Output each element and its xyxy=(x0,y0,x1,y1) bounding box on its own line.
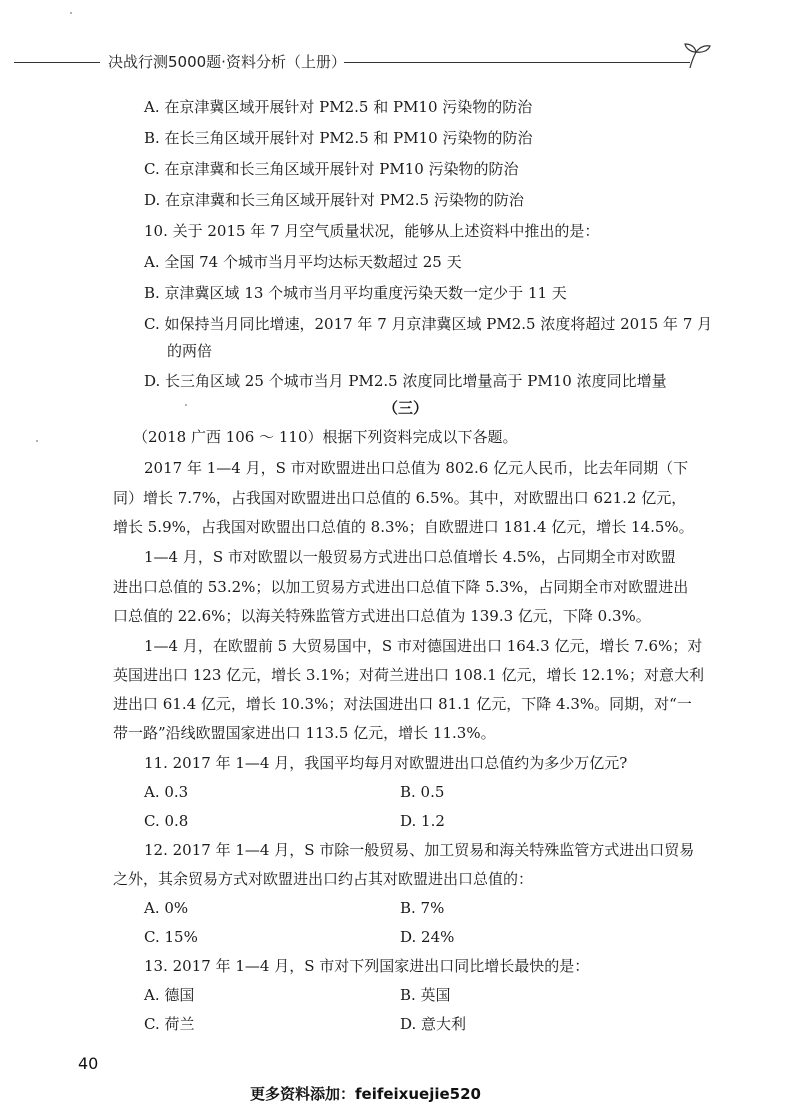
q12-option-a: A. 0% xyxy=(144,899,189,917)
paragraph-2-line-3: 口总值的 22.6%；以海关特殊监管方式进出口总值为 139.3 亿元，下降 0.3%。 xyxy=(113,607,651,625)
paragraph-3-line-2: 英国进出口 123 亿元，增长 3.1%；对荷兰进出口 108.1 亿元，增长 12.1%；对意大利 xyxy=(113,666,704,684)
footer-note: 更多资料添加：feifeixuejie520 xyxy=(250,1085,481,1103)
scan-speck xyxy=(70,12,72,14)
q10-option-b: B. 京津冀区域 13 个城市当月平均重度污染天数一定少于 11 天 xyxy=(144,284,567,302)
paragraph-3-line-4: 带一路”沿线欧盟国家进出口 113.5 亿元，增长 11.3%。 xyxy=(113,724,496,742)
q11-option-c: C. 0.8 xyxy=(144,812,189,830)
q11-option-b: B. 0.5 xyxy=(400,783,445,801)
q9-option-c: C. 在京津冀和长三角区域开展针对 PM10 污染物的防治 xyxy=(144,160,519,178)
paragraph-1-line-2: 同）增长 7.7%，占我国对欧盟进出口总值的 6.5%。其中，对欧盟出口 621.2 亿元， xyxy=(113,489,687,507)
q11-option-a: A. 0.3 xyxy=(144,783,189,801)
paragraph-2-line-1: 1—4 月，S 市对欧盟以一般贸易方式进出口总值增长 4.5%，占同期全市对欧盟 xyxy=(144,548,676,566)
question-10-stem: 10. 关于 2015 年 7 月空气质量状况，能够从上述资料中推出的是： xyxy=(144,222,600,240)
q11-option-d: D. 1.2 xyxy=(400,812,445,830)
scan-speck xyxy=(185,404,187,406)
paragraph-1-line-1: 2017 年 1—4 月，S 市对欧盟进出口总值为 802.6 亿元人民币，比去年同期（下 xyxy=(144,459,689,477)
question-12-stem-cont: 之外，其余贸易方式对欧盟进出口约占其对欧盟进出口总值的： xyxy=(113,870,534,888)
paragraph-2-line-2: 进出口总值的 53.2%；以加工贸易方式进出口总值下降 5.3%，占同期全市对欧盟进出 xyxy=(113,578,689,596)
q12-option-b: B. 7% xyxy=(400,899,445,917)
question-13-stem: 13. 2017 年 1—4 月，S 市对下列国家进出口同比增长最快的是： xyxy=(144,957,590,975)
q10-option-a: A. 全国 74 个城市当月平均达标天数超过 25 天 xyxy=(144,253,462,271)
q13-option-b: B. 英国 xyxy=(400,986,451,1004)
q9-option-a: A. 在京津冀区域开展针对 PM2.5 和 PM10 污染物的防治 xyxy=(144,98,533,116)
q13-option-d: D. 意大利 xyxy=(400,1015,467,1033)
q9-option-d: D. 在京津冀和长三角区域开展针对 PM2.5 污染物的防治 xyxy=(144,191,524,209)
section-heading: （三） xyxy=(383,399,429,417)
q13-option-c: C. 荷兰 xyxy=(144,1015,195,1033)
paragraph-3-line-3: 进出口 61.4 亿元，增长 10.3%；对法国进出口 81.1 亿元，下降 4.3%。同期，对“一 xyxy=(113,695,692,713)
paragraph-3-line-1: 1—4 月，在欧盟前 5 大贸易国中，S 市对德国进出口 164.3 亿元，增长 7.6%；对 xyxy=(144,637,703,655)
paragraph-1-line-3: 增长 5.9%，占我国对欧盟出口总值的 8.3%；自欧盟进口 181.4 亿元，增长 14.5%。 xyxy=(113,518,694,536)
q9-option-b: B. 在长三角区域开展针对 PM2.5 和 PM10 污染物的防治 xyxy=(144,129,533,147)
question-11-stem: 11. 2017 年 1—4 月，我国平均每月对欧盟进出口总值约为多少万亿元? xyxy=(144,754,628,772)
scan-speck xyxy=(36,440,38,442)
question-12-stem: 12. 2017 年 1—4 月，S 市除一般贸易、加工贸易和海关特殊监管方式进出口贸易 xyxy=(144,841,695,859)
q10-option-c-cont: 的两倍 xyxy=(167,342,213,360)
book-title: 决战行测5000题·资料分析（上册） xyxy=(108,53,346,71)
page-number: 40 xyxy=(78,1054,99,1073)
section-intro: （2018 广西 106 ～ 110）根据下列资料完成以下各题。 xyxy=(133,428,518,446)
q12-option-c: C. 15% xyxy=(144,928,198,946)
q12-option-d: D. 24% xyxy=(400,928,455,946)
q13-option-a: A. 德国 xyxy=(144,986,195,1004)
q10-option-d: D. 长三角区域 25 个城市当月 PM2.5 浓度同比增量高于 PM10 浓度同比增量 xyxy=(144,372,667,390)
q10-option-c: C. 如保持当月同比增速，2017 年 7 月京津冀区域 PM2.5 浓度将超过 2015 年 7 月 xyxy=(144,315,713,333)
